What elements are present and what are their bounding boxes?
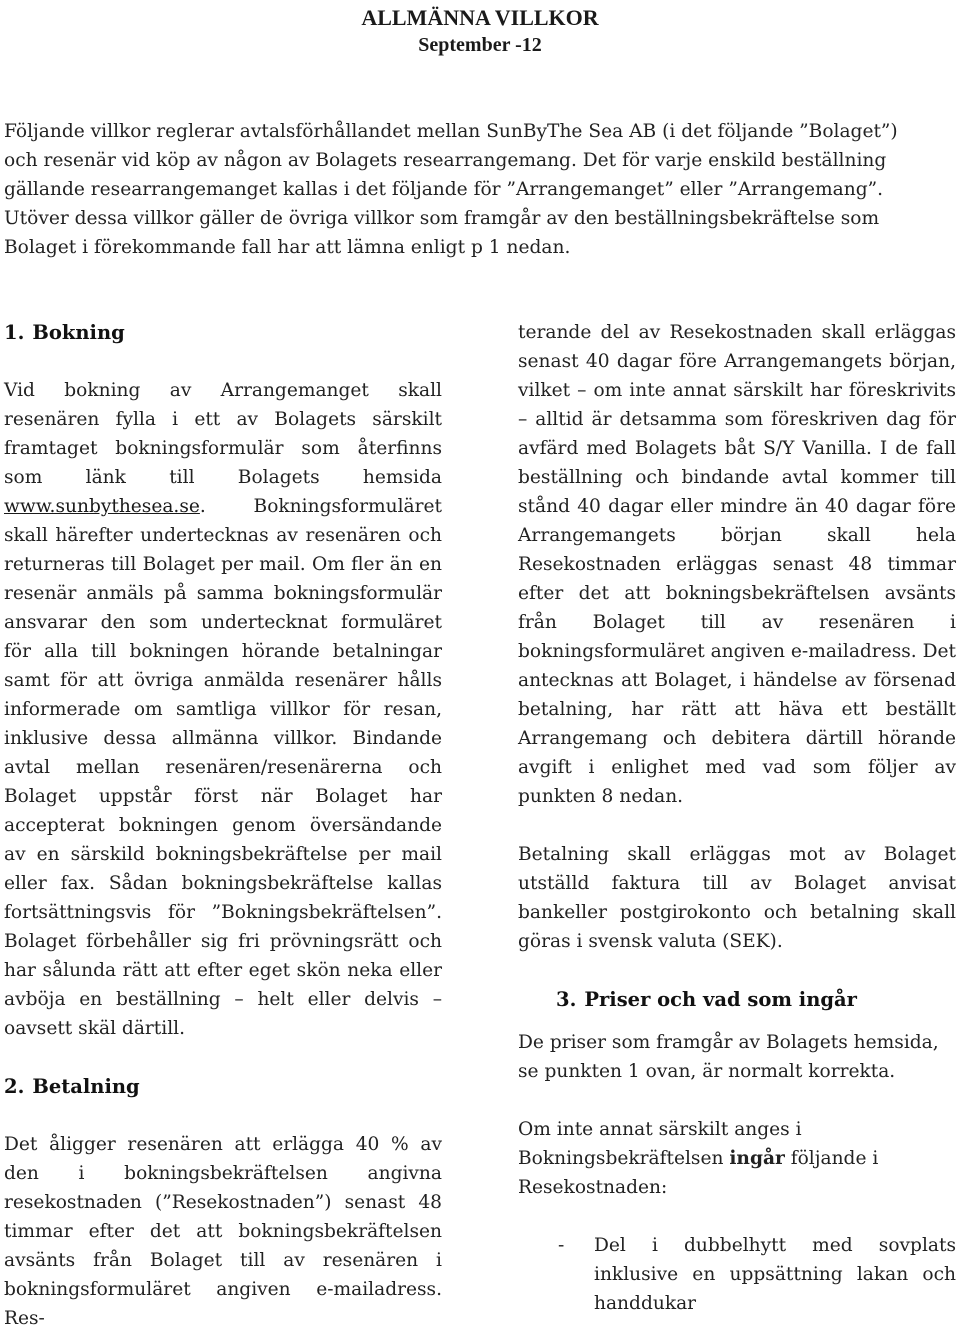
section-3-bold-word: ingår	[729, 1148, 785, 1169]
section-1-text-start: Vid bokning av Arrangemanget skall resenären fylla i ett av Bolagets särskilt framtaget bokningsformulär som återfinns som länk till Bolagets hemsida	[4, 380, 442, 488]
section-1-title: Bokning	[32, 321, 125, 344]
list-dash: -	[558, 1235, 565, 1256]
intro-paragraph: Följande villkor reglerar avtalsförhållandet mellan SunByThe Sea AB (i det följande ”Bolaget”) och resenär vid köp av någon av Bolagets researrangemang. Det för varje enskild beställning gällande researrangemanget kallas i det följande för ”Arrangemanget” eller ”Arrangemang”. Utöver dessa villkor gäller de övriga villkor som framgår av den beställningsbekräftelse som Bolaget i förekommande fall har att lämna enligt p 1 nedan.	[4, 121, 898, 258]
document-date: September -12	[418, 34, 542, 56]
section-2-title: Betalning	[32, 1075, 140, 1098]
section-1-text-end: . Bokningsformuläret skall härefter undertecknas av resenären och returneras till Bolaget per mail. Om fler än en resenär anmäls på samma bokningsformulär ansvarar den som undertecknat formuläret för alla till bokningen hörande betalningar samt för att övriga anmälda resenärer hålls informerade om samtliga villkor för resan, inklusive dessa allmänna villkor. Bindande avtal mellan resenären/resenärerna och Bolaget uppstår först när Bolaget har accepterat bokningen genom översändande av en särskild bokningsbekräftelse per mail eller fax. Sådan bokningsbekräftelse kallas fortsättningsvis för ”Bokningsbekräftelsen”. Bolaget förbehåller sig fri prövningsrätt och har sålunda rätt att efter eget skön neka eller avböja en beställning – helt eller delvis – oavsett skäl därtill.	[4, 496, 442, 1039]
section-3-heading	[518, 985, 956, 1014]
included-items-list	[518, 1231, 956, 1318]
section-1-heading	[4, 318, 442, 347]
section-2-paragraph-part-1: Det åligger resenären att erlägga 40 % av den i bokningsbekräftelsen angivna resekostnaden (”Resekostnaden”) senast 48 timmar efter det att bokningsbekräftelsen avsänts från Bolaget till av resenären i bokningsformuläret angiven e-mailadress. Res-	[4, 1134, 442, 1329]
section-2-paragraph-2: Betalning skall erläggas mot av Bolaget utställd faktura till av Bolaget anvisat bankeller postgirokonto och betalning skall göras i svensk valuta (SEK).	[518, 844, 956, 952]
section-2-heading	[4, 1072, 442, 1101]
section-1-number: 1.	[4, 321, 25, 344]
section-2-paragraph-part-2: terande del av Resekostnaden skall erläggas senast 40 dagar före Arrangemangets början, vilket – om inte annat särskilt har föreskrivits – alltid är detsamma som föreskriven dag för avfärd med Bolagets båt S/Y Vanilla. I de fall beställning och bindande avtal kommer till stånd 40 dagar eller mindre än 40 dagar före Arrangemangets början skall hela Resekostnaden erläggas senast 48 timmar efter det att bokningsbekräftelsen avsänts från Bolaget till av resenären i bokningsformuläret angiven e-mailadress. Det antecknas att Bolaget, i händelse av försenad betalning, har rätt att häva ett beställt Arrangemang och debitera därtill hörande avgift i enlighet med vad som följer av punkten 8 nedan.	[518, 322, 956, 807]
document-title: ALLMÄNNA VILLKOR	[361, 5, 599, 30]
section-1-paragraph	[4, 376, 442, 1043]
section-3-text-start: Om inte annat särskilt anges i Bokningsbekräftelsen	[518, 1119, 802, 1169]
website-link[interactable]: www.sunbythesea.se	[4, 496, 200, 517]
left-column	[4, 318, 442, 1333]
list-item-text: Del i dubbelhytt med sovplats inklusive en uppsättning lakan och handdukar	[594, 1235, 956, 1314]
section-3-text-end: följande i Resekostnaden:	[518, 1148, 879, 1198]
list-item	[518, 1231, 956, 1318]
right-column	[518, 318, 956, 1318]
section-3-paragraph-1: De priser som framgår av Bolagets hemsida, se punkten 1 ovan, är normalt korrekta.	[518, 1032, 939, 1082]
section-2-number: 2.	[4, 1075, 25, 1098]
section-3-title: Priser och vad som ingår	[584, 988, 857, 1011]
section-3-number: 3.	[556, 988, 577, 1011]
section-3-paragraph-2	[518, 1115, 956, 1202]
